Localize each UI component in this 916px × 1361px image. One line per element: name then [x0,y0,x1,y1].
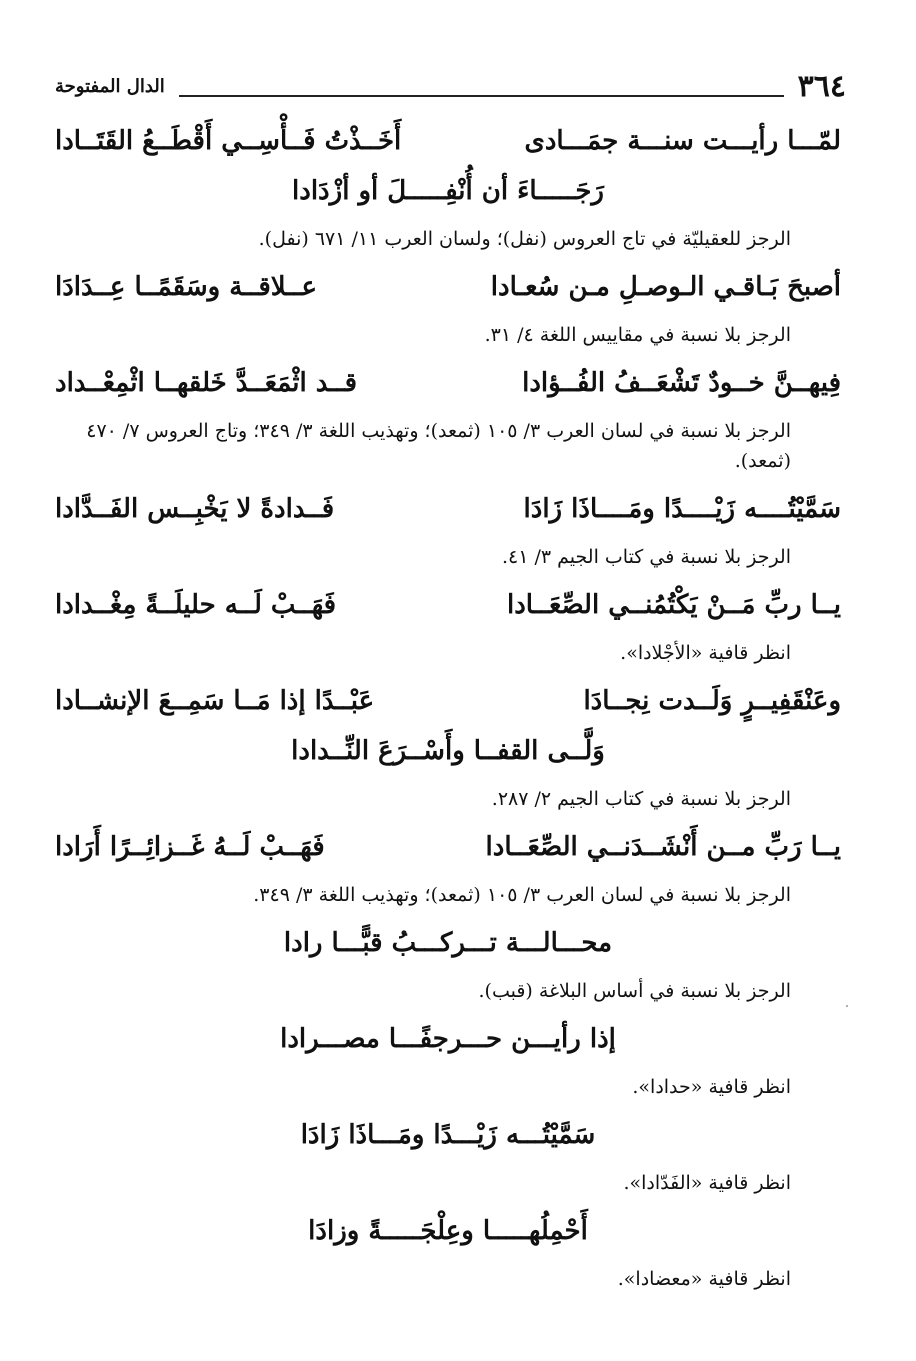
cross-reference-note: انظر قافية «حدادا». [632,1076,791,1098]
poem-entry [55,488,841,572]
poem-entry [55,1018,841,1102]
poem-entry [55,362,841,476]
verse-line [55,584,841,634]
verse-first-hemistich: يــا ربِّ مَــنْ يَكْتُمُنــي الصِّعَــادا [506,590,841,620]
verse-first-hemistich: سَمَّيْتُــــه زَيْــــدًا ومَــــاذَا زَادَا [523,494,841,524]
source-note: الرجز بلا نسبة في كتاب الجيم ٣/ ٤١. [501,546,791,568]
verse-second-hemistich: فَهَــبْ لَــه حليلَــةً مِغْــدادا [55,590,337,620]
poem-entry [55,1210,841,1294]
page-header [55,66,846,106]
verse-line [55,922,841,972]
poem-entry [55,266,841,350]
poem-entry [55,1114,841,1198]
verse-single-hemistich: وَلَّــى القفــا وأَسْــرَعَ النِّــدادا [291,736,605,766]
poem-entry [55,826,841,910]
header-rule [179,95,784,97]
source-note: الرجز بلا نسبة في لسان العرب ٣/ ١٠٥ (ثمعد)؛ وتهذيب اللغة ٣/ ٣٤٩؛ وتاج العروس ٧/ ٤٧٠ (ثمعد). [86,420,791,472]
source-note: الرجز بلا نسبة في أساس البلاغة (قبب). [478,980,791,1002]
cross-reference-note: انظر قافية «الأجْلادا». [620,642,791,664]
verse-first-hemistich: لمّـــا رأيـــت سنـــة جمَـــادى [524,126,841,156]
verse-second-hemistich: عَبْــدًا إذا مَــا سَمِــعَ الإنشــادا [55,686,375,716]
verse-first-hemistich: فِيهــنَّ خــودٌ تَشْعَــفُ الفُــؤادا [522,368,841,398]
verse-first-hemistich: يــا رَبِّ مــن أَنْشَــدَنــي الصِّعَــادا [485,832,841,862]
poem-entry [55,120,841,254]
page-body [55,120,841,1306]
verse-line [55,120,841,170]
page-number: ٣٦٤ [797,68,846,104]
source-note: الرجز بلا نسبة في مقاييس اللغة ٤/ ٣١. [484,324,791,346]
verse-second-hemistich: فَهَــبْ لَــهُ غَــزائِــرًا أَرَادا [55,832,325,862]
verse-single-hemistich: محـــالـــة تـــركـــبُ قبًّـــا رادا [283,928,613,958]
scan-speck [846,1005,848,1007]
verse-second-hemistich: عــلاقــة وسَقَمًــا عِــدَادَا [55,272,318,302]
verse-line [55,1114,841,1164]
verse-line [55,170,841,220]
running-title: الدال المفتوحة [55,75,165,97]
poem-entry [55,680,841,814]
cross-reference-note: انظر قافية «معضادا». [617,1268,791,1290]
poem-entry [55,922,841,1006]
source-note: الرجز بلا نسبة في لسان العرب ٣/ ١٠٥ (ثمعد)؛ وتهذيب اللغة ٣/ ٣٤٩. [253,884,791,906]
verse-first-hemistich: أصبحَ بَـاقـي الـوصـلِ مـن سُعـادا [490,272,841,302]
verse-second-hemistich: فَــدادةً لا يَخْبِــس الفَــدَّادا [55,494,335,524]
verse-second-hemistich: قــد اثْمَعَــدَّ خَلقهــا اثْمِعْــداد [55,368,358,398]
verse-single-hemistich: رَجَـــــاءَ أن أُنْفِـــــلَ أو أزْدَادا [292,176,604,206]
verse-single-hemistich: سَمَّيْتُـــه زَيْـــدًا ومَـــاذَا زَادَا [300,1120,596,1150]
verse-line [55,1210,841,1260]
verse-line [55,362,841,412]
verse-line [55,266,841,316]
verse-line [55,826,841,876]
cross-reference-note: انظر قافية «الفَدّادا». [623,1172,791,1194]
source-note: الرجز بلا نسبة في كتاب الجيم ٢/ ٢٨٧. [491,788,791,810]
verse-line [55,680,841,730]
verse-first-hemistich: وعَنْقَفِيــرٍ وَلَــدت نِجــادَا [583,686,841,716]
verse-second-hemistich: أَخَــذْتُ فَــأْسِــي أَقْطَــعُ القَتَــادا [55,126,402,156]
verse-single-hemistich: إذا رأيـــن حـــرجفًـــا مصـــرادا [280,1024,616,1054]
verse-single-hemistich: أَحْمِلُهـــــا وعِلْجَـــــةً وزادَا [308,1216,588,1246]
source-note: الرجز للعقيليّة في تاج العروس (نفل)؛ ولسان العرب ١١/ ٦٧١ (نفل). [258,228,791,250]
poem-entry [55,584,841,668]
verse-line [55,488,841,538]
verse-line [55,730,841,780]
verse-line [55,1018,841,1068]
